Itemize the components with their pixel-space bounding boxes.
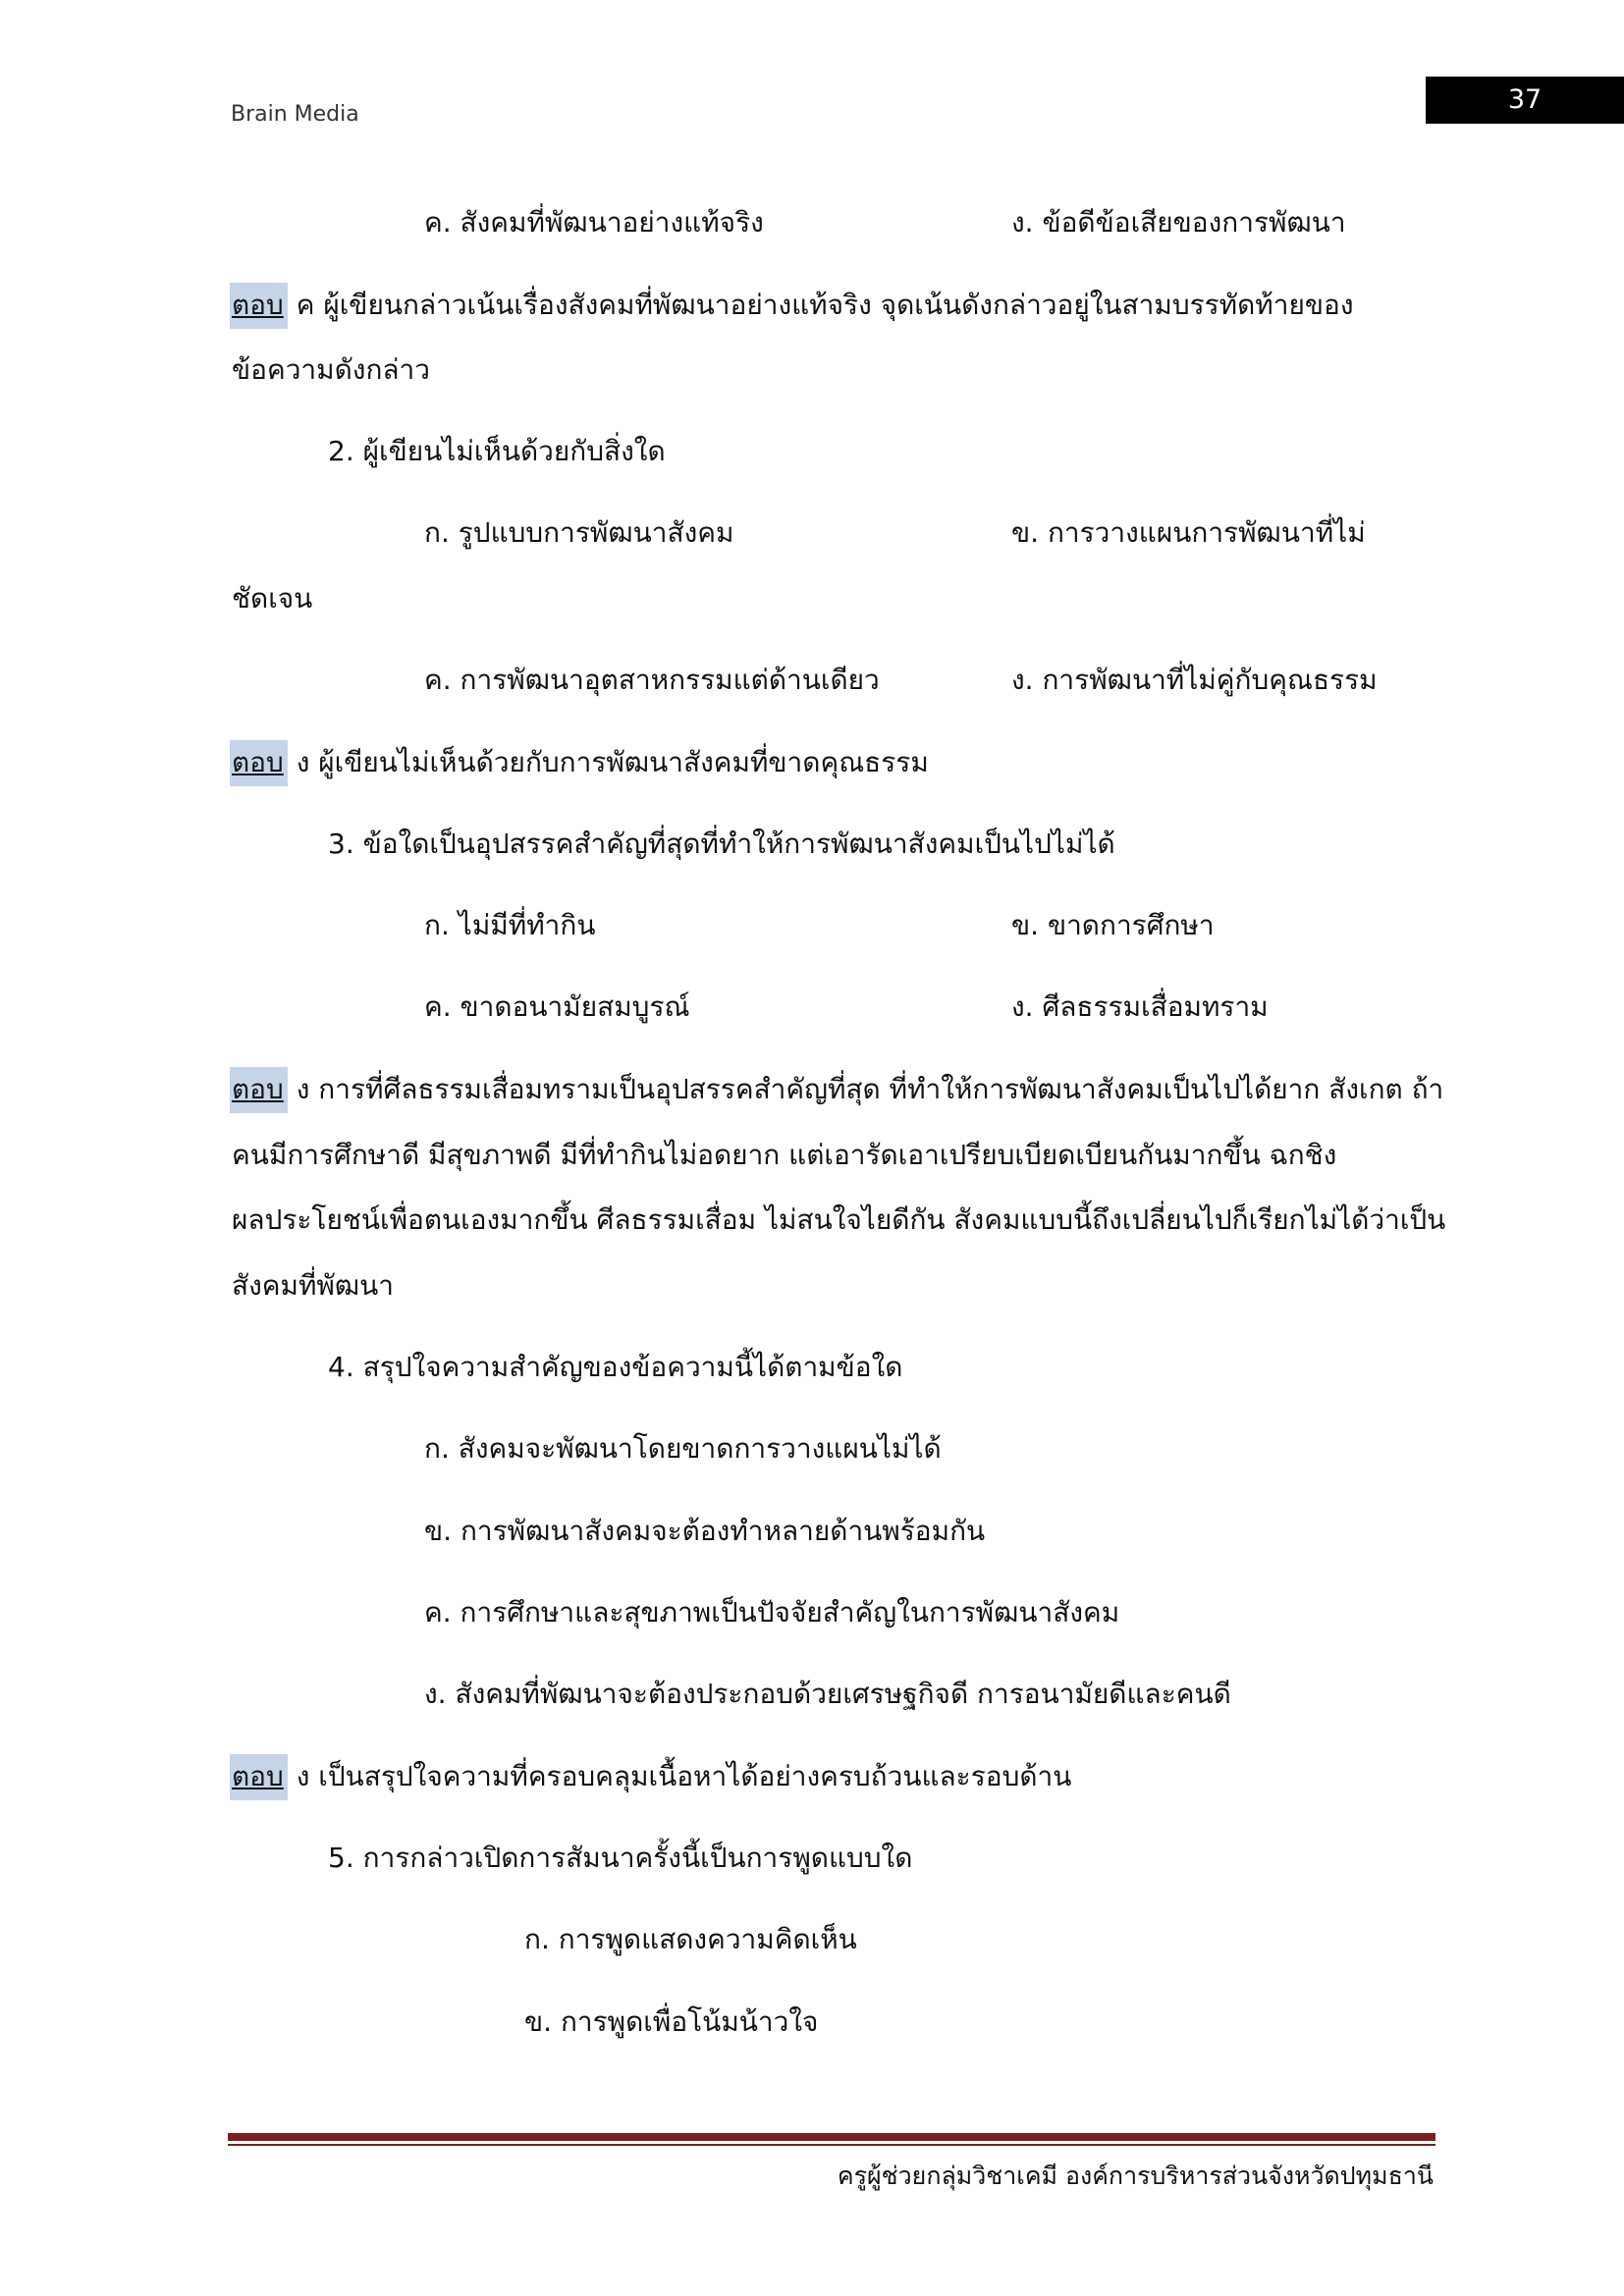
footer-divider: [228, 2133, 1435, 2141]
q4-option-c: ค. การศึกษาและสุขภาพเป็นปัจจัยสำคัญในการพัฒนาสังคม: [424, 1596, 1120, 1629]
q2-option-c: ค. การพัฒนาอุตสาหกรรมแต่ด้านเดียว: [424, 664, 880, 696]
q3-option-d: ง. ศีลธรรมเสื่อมทราม: [1011, 990, 1269, 1023]
answer-3: [232, 1070, 1443, 1109]
answer-3-text-line2: คนมีการศึกษาดี มีสุขภาพดี มีที่ทำกินไม่อดยาก แต่เอารัดเอาเปรียบเบียดเบียนกันมากขึ้น ฉกชิง: [232, 1139, 1337, 1171]
answer-label: ตอบ: [230, 283, 288, 329]
q4-option-d: ง. สังคมที่พัฒนาจะต้องประกอบด้วยเศรษฐกิจดี การอนามัยดีและคนดี: [424, 1678, 1231, 1710]
answer-2-text: ผู้เขียนไม่เห็นด้วยกับการพัฒนาสังคมที่ขาดคุณธรรม: [318, 746, 929, 778]
q2-option-d: ง. การพัฒนาที่ไม่คู่กับคุณธรรม: [1011, 664, 1378, 696]
answer-2: [232, 743, 929, 782]
q2-option-b: ข. การวางแผนการพัฒนาที่ไม่: [1011, 516, 1366, 549]
header-brand: Brain Media: [231, 102, 359, 127]
page-number-badge: 37: [1426, 77, 1624, 124]
answer-1: [232, 286, 1354, 325]
q1-option-c: ค. สังคมที่พัฒนาอย่างแท้จริง: [424, 206, 764, 239]
footer-text: ครูผู้ช่วยกลุ่มวิชาเคมี องค์การบริหารส่วนจังหวัดปทุมธานี: [837, 2162, 1434, 2190]
question-4: 4. สรุปใจความสำคัญของข้อความนี้ได้ตามข้อใด: [328, 1351, 903, 1383]
question-2: 2. ผู้เขียนไม่เห็นด้วยกับสิ่งใด: [328, 435, 666, 467]
q3-option-b: ข. ขาดการศึกษา: [1011, 909, 1215, 941]
q2-option-a: ก. รูปแบบการพัฒนาสังคม: [424, 516, 734, 549]
answer-label: ตอบ: [230, 1754, 288, 1800]
answer-1-text: ผู้เขียนกล่าวเน้นเรื่องสังคมที่พัฒนาอย่างแท้จริง จุดเน้นดังกล่าวอยู่ในสามบรรทัดท้ายของ: [323, 289, 1354, 321]
answer-2-letter: ง: [296, 746, 310, 778]
answer-1-letter: ค: [296, 289, 315, 321]
q1-option-d: ง. ข้อดีข้อเสียของการพัฒนา: [1011, 206, 1346, 239]
answer-4-letter: ง: [296, 1760, 310, 1792]
q5-option-a: ก. การพูดแสดงความคิดเห็น: [524, 1923, 857, 1955]
answer-4-text: เป็นสรุปใจความที่ครอบคลุมเนื้อหาได้อย่างครบถ้วนและรอบด้าน: [318, 1760, 1072, 1792]
q4-option-b: ข. การพัฒนาสังคมจะต้องทำหลายด้านพร้อมกัน: [424, 1515, 986, 1547]
question-5: 5. การกล่าวเปิดการสัมนาครั้งนี้เป็นการพูดแบบใด: [328, 1842, 913, 1874]
answer-3-text: การที่ศีลธรรมเสื่อมทรามเป็นอุปสรรคสำคัญที่สุด ที่ทำให้การพัฒนาสังคมเป็นไปได้ยาก สังเกต ถ้า: [318, 1073, 1444, 1105]
q4-option-a: ก. สังคมจะพัฒนาโดยขาดการวางแผนไม่ได้: [424, 1432, 942, 1465]
answer-3-text-line3: ผลประโยชน์เพื่อตนเองมากขึ้น ศีลธรรมเสื่อม ไม่สนใจไยดีกัน สังคมแบบนี้ถึงเปลี่ยนไปก็เรียกไม่ได้ว่าเป็น: [232, 1203, 1446, 1236]
q5-option-b: ข. การพูดเพื่อโน้มน้าวใจ: [524, 2005, 819, 2038]
q2-option-b-cont: ชัดเจน: [232, 582, 313, 614]
answer-label: ตอบ: [230, 1067, 288, 1113]
answer-1-text-cont: ข้อความดังกล่าว: [232, 353, 431, 386]
footer-divider-thin: [228, 2144, 1435, 2146]
answer-label: ตอบ: [230, 740, 288, 786]
answer-3-text-line4: สังคมที่พัฒนา: [232, 1269, 395, 1302]
q3-option-c: ค. ขาดอนามัยสมบูรณ์: [424, 990, 690, 1023]
answer-4: [232, 1757, 1071, 1796]
answer-3-letter: ง: [296, 1073, 310, 1105]
question-3: 3. ข้อใดเป็นอุปสรรคสำคัญที่สุดที่ทำให้การพัฒนาสังคมเป็นไปไม่ได้: [328, 828, 1115, 860]
q3-option-a: ก. ไม่มีที่ทำกิน: [424, 909, 596, 941]
